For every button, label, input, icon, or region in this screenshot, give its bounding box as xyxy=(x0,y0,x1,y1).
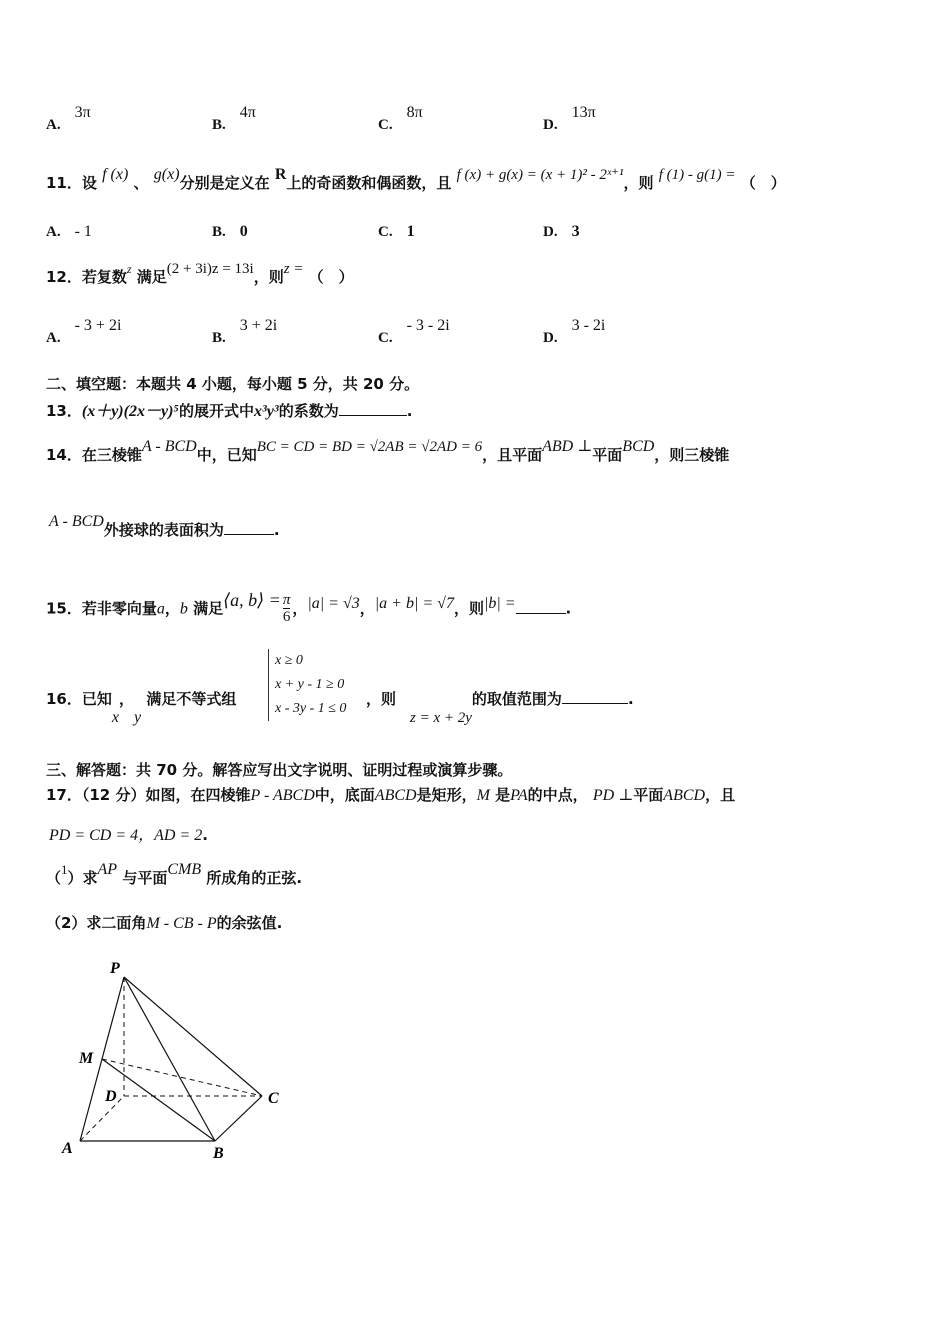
question-12 xyxy=(46,261,354,287)
q12-option-d[interactable] xyxy=(543,317,606,347)
q11-option-c[interactable] xyxy=(378,221,415,241)
q14-text-5: 外接球的表面积为 xyxy=(103,521,224,539)
q12-option-c[interactable] xyxy=(378,317,450,347)
q17-perp: PD ⊥ xyxy=(592,787,634,804)
q17-text-6: ，且 xyxy=(705,786,736,804)
q17-p2-end: 的余弦值. xyxy=(216,914,283,932)
q15-mag-ab: |a + b| = √7 xyxy=(374,594,454,612)
option-label: A. xyxy=(46,117,61,133)
edge-PC xyxy=(124,977,262,1096)
q11-text-3: ，则 xyxy=(623,174,654,192)
q11-option-d[interactable] xyxy=(543,221,580,241)
question-14 xyxy=(46,438,730,465)
question-16-cont xyxy=(366,688,634,726)
option-label: A. xyxy=(46,224,61,240)
q17-number: 17．（12 分）如图，在四棱锥 xyxy=(46,786,251,804)
label-P: P xyxy=(110,960,120,977)
q14-end: . xyxy=(273,521,280,539)
q14-tetrahedron: A - BCD xyxy=(141,438,197,455)
option-label: B. xyxy=(212,117,226,133)
option-label: D. xyxy=(543,117,558,133)
q15-end: . xyxy=(565,599,572,618)
option-label: C. xyxy=(378,117,393,133)
edge-BC xyxy=(215,1096,262,1141)
option-label: D. xyxy=(543,224,558,240)
q13-answer-blank[interactable] xyxy=(339,401,407,416)
question-16 xyxy=(46,688,237,726)
q11-ask: f (1) - g(1) = xyxy=(658,167,736,183)
q17-PA: PA xyxy=(510,787,528,804)
q14-tetrahedron-2: A - BCD xyxy=(49,513,104,530)
question-15 xyxy=(46,589,572,626)
section-2-heading: 二、填空题：本题共 4 小题，每小题 5 分，共 20 分。 xyxy=(46,375,420,393)
q17-condition: PD = CD = 4，AD = 2 xyxy=(49,827,203,844)
q17-text-3: 是 xyxy=(495,786,511,804)
q14-text-3: 平面 xyxy=(592,446,623,464)
q16-text-2: ，则 xyxy=(366,690,397,708)
q17-M: M xyxy=(476,787,490,804)
option-label: C. xyxy=(378,330,393,346)
q15-text-2: ，则 xyxy=(453,599,484,618)
q14-text-4: ，则三棱锥 xyxy=(654,446,730,464)
q17-pyramid: P - ABCD xyxy=(250,787,315,804)
q15-number: 15．若非零向量 xyxy=(46,599,157,618)
q16-text: 满足不等式组 xyxy=(146,690,237,708)
option-value: - 3 + 2i xyxy=(74,317,122,334)
label-M: M xyxy=(79,1050,94,1067)
q11-text-2: 上的奇函数和偶函数，且 xyxy=(286,174,452,192)
option-value: - 3 - 2i xyxy=(406,317,450,334)
q15-answer-blank[interactable] xyxy=(516,599,566,614)
q16-z: z = x + 2y xyxy=(410,710,472,726)
option-label: B. xyxy=(212,330,226,346)
q12-z: z xyxy=(126,262,132,276)
q11-R: R xyxy=(274,166,287,183)
q12-equation: (2 + 3i)z = 13i xyxy=(166,261,254,277)
option-value: 0 xyxy=(239,223,248,240)
q15-comma-3: ， xyxy=(359,599,375,618)
q16-x: x xyxy=(111,709,119,726)
option-value: - 1 xyxy=(74,223,92,240)
q11-option-b[interactable] xyxy=(212,221,248,241)
q16-inequality-system xyxy=(268,649,346,721)
option-label: A. xyxy=(46,330,61,346)
option-value: 3π xyxy=(74,104,91,121)
question-17-part-2 xyxy=(46,912,282,933)
question-17-cond xyxy=(46,822,208,845)
q12-number: 12．若复数 xyxy=(46,268,127,286)
q14-plane-2: BCD xyxy=(622,438,655,455)
q13-end: . xyxy=(406,402,413,420)
q13-expression: (x＋y)(2x－y)⁵ xyxy=(81,403,179,420)
q16-comma: ， xyxy=(118,690,134,708)
q17-CMB: CMB xyxy=(167,861,202,878)
q15-fraction xyxy=(283,592,291,626)
q15-angle: ⟨a, b⟩ = xyxy=(223,589,281,610)
q16-y: y xyxy=(134,709,142,726)
q10-option-a[interactable] xyxy=(46,104,91,134)
section-3-heading: 三、解答题：共 70 分。解答应写出文字说明、证明过程或演算步骤。 xyxy=(46,761,513,779)
q13-number: 13． xyxy=(46,402,82,420)
q15-text: 满足 xyxy=(193,599,224,618)
q17-AP: AP xyxy=(97,861,118,878)
q17-text-5: 平面 xyxy=(633,786,664,804)
q15-mag-a: |a| = √3 xyxy=(307,594,360,612)
question-11 xyxy=(46,166,786,193)
edge-PB xyxy=(124,977,215,1141)
q14-text: 中，已知 xyxy=(196,446,257,464)
q11-answer-paren: （ ） xyxy=(740,174,786,192)
q15-b: b xyxy=(179,600,188,618)
label-B: B xyxy=(213,1145,224,1162)
q16-end: . xyxy=(627,690,634,708)
q17-text-2: 是矩形， xyxy=(416,786,477,804)
q10-option-b[interactable] xyxy=(212,104,256,134)
option-value: 13π xyxy=(571,104,596,121)
q14-equation: BC = CD = BD = √2AB = √2AD = 6 xyxy=(256,439,483,455)
option-value: 3 xyxy=(571,223,580,240)
q16-ineq-1: x ≥ 0 xyxy=(275,653,303,668)
option-label: B. xyxy=(212,224,226,240)
q16-answer-blank[interactable] xyxy=(562,689,628,704)
q17-p1-close: ）求 xyxy=(67,869,98,887)
q17-plane: ABCD xyxy=(663,787,706,804)
q17-base: ABCD xyxy=(374,787,417,804)
q11-sep: 、 xyxy=(133,174,149,192)
option-label: D. xyxy=(543,330,558,346)
option-value: 1 xyxy=(406,223,415,240)
q11-g: g(x) xyxy=(153,166,180,183)
q15-a: a xyxy=(156,600,165,618)
question-17-part-1 xyxy=(46,861,303,888)
q17-p2-text: （2）求二面角 xyxy=(46,914,147,932)
q15-pi: π xyxy=(282,592,291,608)
question-14-cont xyxy=(46,513,280,540)
q13-term: x³y³ xyxy=(253,403,279,420)
q17-dihedral: M - CB - P xyxy=(146,915,217,932)
q12-ask: z = xyxy=(283,261,304,277)
q14-answer-blank[interactable] xyxy=(224,520,274,535)
q15-comma-2: ， xyxy=(292,599,308,618)
label-D: D xyxy=(105,1088,117,1105)
q10-option-d[interactable] xyxy=(543,104,596,134)
q17-p1-end: 所成角的正弦. xyxy=(206,869,303,887)
q11-text: 分别是定义在 xyxy=(179,174,270,192)
q12-option-a[interactable] xyxy=(46,317,122,347)
pyramid-figure xyxy=(55,955,300,1165)
q15-comma: ， xyxy=(164,599,180,618)
q10-option-c[interactable] xyxy=(378,104,423,134)
question-13 xyxy=(46,398,412,421)
q12-text: 满足 xyxy=(136,268,167,286)
q15-six: 6 xyxy=(282,609,291,625)
q14-plane-1: ABD ⊥ xyxy=(542,438,593,455)
q11-number: 11．设 xyxy=(46,174,97,192)
q12-option-b[interactable] xyxy=(212,317,278,347)
label-C: C xyxy=(268,1090,279,1107)
q11-option-a[interactable] xyxy=(46,221,92,241)
q17-text: 中，底面 xyxy=(314,786,375,804)
option-value: 3 + 2i xyxy=(239,317,278,334)
label-A: A xyxy=(62,1140,73,1157)
q11-f: f (x) xyxy=(102,166,129,183)
option-value: 4π xyxy=(239,104,256,121)
q13-text: 的展开式中 xyxy=(178,402,254,420)
q14-number: 14．在三棱锥 xyxy=(46,446,142,464)
q12-text-2: ，则 xyxy=(253,268,284,286)
q17-text-4: 的中点， xyxy=(527,786,588,804)
q16-text-3: 的取值范围为 xyxy=(471,690,562,708)
q14-text-2: ，且平面 xyxy=(482,446,543,464)
q16-ineq-3: x - 3y - 1 ≤ 0 xyxy=(275,701,347,716)
q12-answer-paren: （ ） xyxy=(308,268,354,286)
edge-MB xyxy=(102,1059,215,1141)
q17-p1-text: 与平面 xyxy=(122,869,168,887)
q17-p1-open: （ xyxy=(46,869,62,887)
option-value: 8π xyxy=(406,104,423,121)
q17-dot: . xyxy=(202,826,208,844)
q16-number: 16．已知 xyxy=(46,690,112,708)
option-value: 3 - 2i xyxy=(571,317,606,334)
q15-mag-b: |b| = xyxy=(483,594,516,612)
q17-p1-num: 1 xyxy=(61,862,68,877)
question-17 xyxy=(46,784,735,805)
q16-ineq-2: x + y - 1 ≥ 0 xyxy=(275,677,345,692)
option-label: C. xyxy=(378,224,393,240)
q13-text-2: 的系数为 xyxy=(278,402,339,420)
q11-equation: f (x) + g(x) = (x + 1)² - 2ˣ⁺¹ xyxy=(456,167,624,183)
edge-MC-hidden xyxy=(102,1059,262,1096)
